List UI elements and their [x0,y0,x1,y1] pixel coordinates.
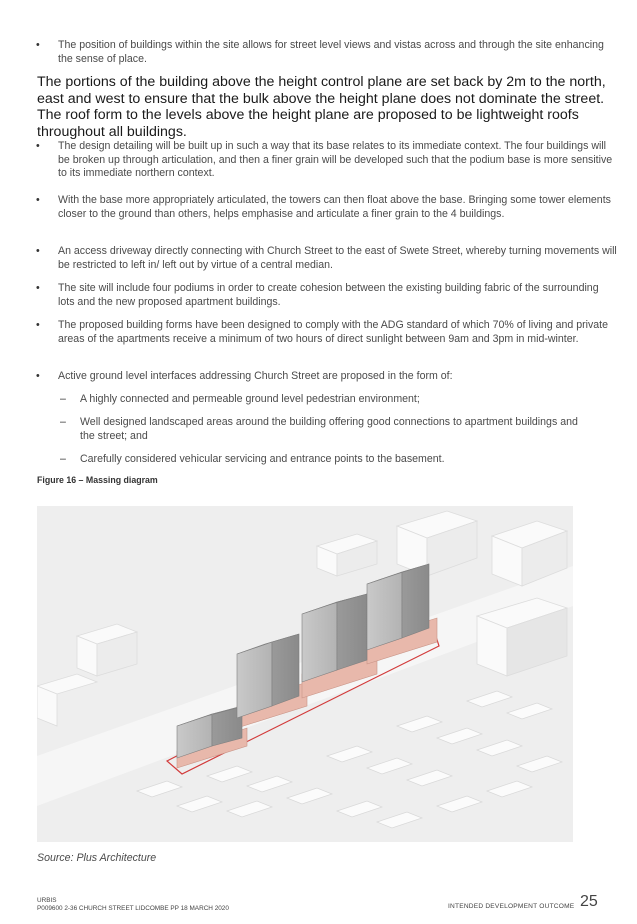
bullet-mark: • [36,245,40,257]
bullet-mark: • [36,194,40,206]
bullet-text: Active ground level interfaces addressing Church Street are proposed in the form of: [58,370,453,382]
sub-item-text: Well designed landscaped areas around the building offering good connections to apartment buildings and the street; and [80,416,578,442]
bullet-mark: • [36,39,40,51]
page-number: 25 [580,893,598,910]
dash-mark: – [60,416,66,428]
footer-org: URBIS [37,897,57,904]
dash-mark: – [60,393,66,405]
footer-doc: P009600 2-36 CHURCH STREET LIDCOMBE PP 18 MARCH 2020 [37,905,229,913]
bullet-mark: • [36,319,40,331]
figure-source: Source: Plus Architecture [37,852,157,864]
figure-title: Figure 16 – Massing diagram [37,475,158,485]
footer-section: INTENDED DEVELOPMENT OUTCOME [448,903,575,910]
dash-mark: – [60,453,66,465]
bullet-text: The site will include four podiums in order to create cohesion between the existing building fabric of the surrounding lots and the new proposed apartment buildings. [58,282,599,308]
bullet-mark: • [36,140,40,152]
bullet-text: The proposed building forms have been designed to comply with the ADG standard of which 70% of living and private areas of the apartments receive a minimum of two hours of direct sunlight between 9am and 3pm in mid-winter. [58,319,609,345]
sub-item-text: Carefully considered vehicular servicing and entrance points to the basement. [80,453,445,465]
bullet-text: With the base more appropriately articulated, the towers can then float above the base. Bringing some tower elements closer to the ground than others, helps emphasise and articulate a finer grain to the 4 buildings. [58,194,611,220]
massing-diagram-svg [37,506,573,842]
bullet-mark: • [36,370,40,382]
massing-diagram-image [37,506,573,842]
footer-left [37,897,229,914]
bullet-text: An access driveway directly connecting with Church Street to the east of Swete Street, whereby turning movements will be restricted to left in/ left out by virtue of a central median. [58,245,617,271]
large-paragraph: The portions of the building above the height control plane are set back by 2m to the north, east and west to ensure that the bulk above the height plane does not dominate the street. The roof form to the levels above the height plane are proposed to be lightweight roofs throughout all buildings. [37,74,606,140]
sub-item-text: A highly connected and permeable ground level pedestrian environment; [80,393,420,405]
bullet-mark: • [36,282,40,294]
bullet-text: The design detailing will be built up in such a way that its base relates to its immediate context. The four buildings will be broken up through articulation, and then a finer grain will be developed such that the podium base is more sensitive to its immediate northern context. [58,140,613,180]
bullet-text: The position of buildings within the site allows for street level views and vistas across and through the site enhancing the sense of place. [58,39,604,65]
